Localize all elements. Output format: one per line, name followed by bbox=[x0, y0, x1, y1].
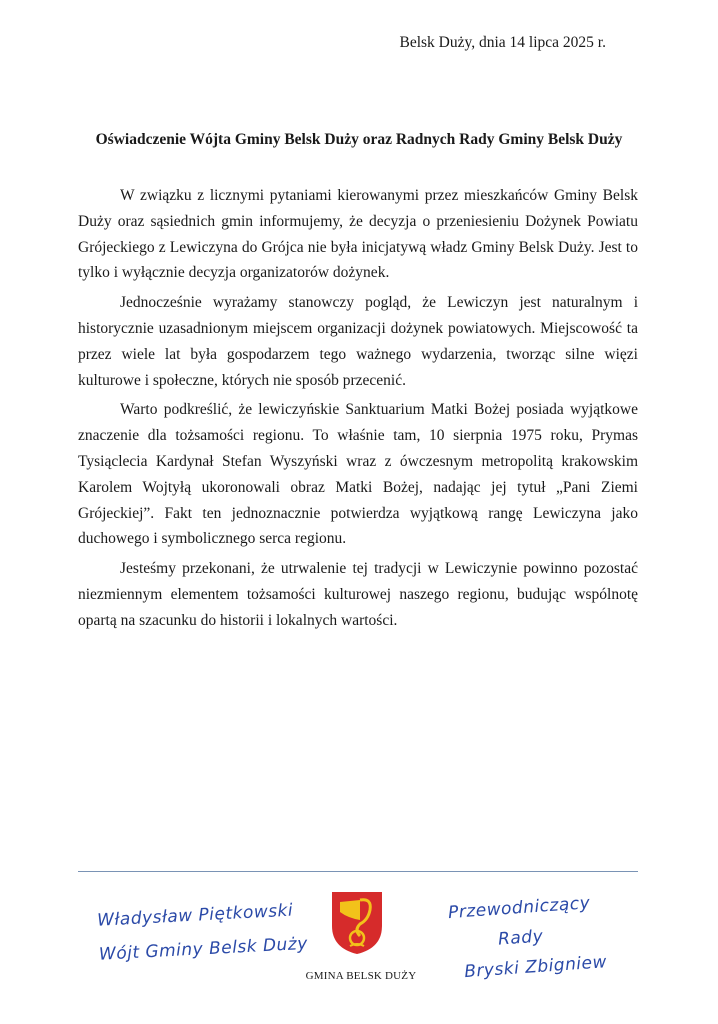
crest-label: GMINA BELSK DUŻY bbox=[305, 970, 417, 982]
signature-right-name: Bryski Zbigniew bbox=[463, 952, 608, 983]
paragraph-3: Warto podkreślić, że lewiczyńskie Sanktuarium Matki Bożej posiada wyjątkowe znaczenie dla tożsamości regionu. To właśnie tam, 10 sierpnia 1975 roku, Prymas Tysiąclecia Kardynał Stefan Wyszyński wraz z ówczesnym metropolitą krakowskim Karolem Wojtyłą ukoronowali obraz Matki Bożej, nadając jej tytuł „Pani Ziemi Grójeckiej”. Fakt ten jednoznacznie potwierdza wyjątkową rangę Lewiczyna jako duchowego i symbolicznego serca regionu. bbox=[78, 401, 638, 548]
signature-right-title: Przewodniczący bbox=[447, 893, 591, 924]
signature-left bbox=[96, 892, 319, 971]
paragraph-1: W związku z licznymi pytaniami kierowanymi przez mieszkańców Gminy Belsk Duży oraz sąsiednich gmin informujemy, że decyzja o przeniesieniu Dożynek Powiatu Grójeckiego z Lewiczyna do Grójca nie była inicjatywą władz Gminy Belsk Duży. Jest to tylko i wyłącznie decyzja organizatorów dożynek. bbox=[78, 187, 638, 282]
footer-divider bbox=[78, 871, 638, 872]
signature-right-council: Rady bbox=[497, 926, 544, 950]
signature-left-role: Wójt Gminy Belsk Duży bbox=[98, 933, 309, 965]
paragraph-4: Jesteśmy przekonani, że utrwalenie tej tradycji w Lewiczynie powinno pozostać niezmiennym elementem tożsamości kulturowej naszego regionu, budując wspólnotę opartą na szacunku do historii i lokalnych wartości. bbox=[78, 560, 638, 629]
document-body bbox=[78, 183, 638, 638]
document-title: Oświadczenie Wójta Gminy Belsk Duży oraz Radnych Rady Gminy Belsk Duży bbox=[95, 131, 623, 148]
gmina-crest-icon bbox=[330, 890, 384, 956]
date-line: Belsk Duży, dnia 14 lipca 2025 r. bbox=[399, 34, 606, 51]
signature-left-name: Władysław Piętkowski bbox=[96, 900, 294, 931]
paragraph-2: Jednocześnie wyrażamy stanowczy pogląd, że Lewiczyn jest naturalnym i historycznie uzasadnionym miejscem organizacji dożynek powiatowych. Miejscowość ta przez wiele lat była gospodarzem tego ważnego wydarzenia, tworząc silne więzi kulturowe i społeczne, których nie sposób przecenić. bbox=[78, 294, 638, 389]
signature-right bbox=[447, 882, 683, 988]
